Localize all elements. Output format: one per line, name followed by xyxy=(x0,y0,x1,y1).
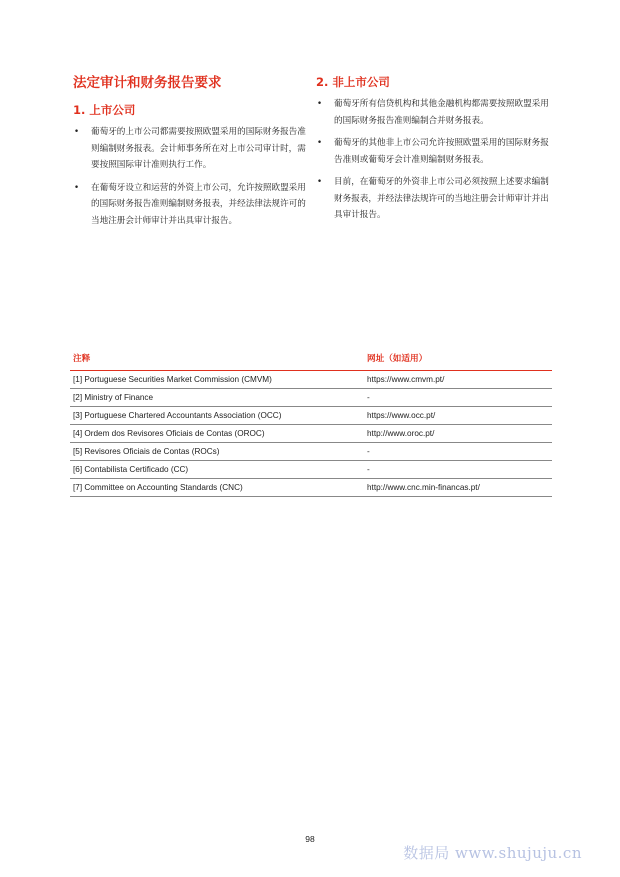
note-cell: [3] Portuguese Chartered Accountants Association (OCC) xyxy=(73,411,282,420)
url-link[interactable]: http://www.oroc.pt/ xyxy=(367,429,435,438)
url-link[interactable]: https://www.cmvm.pt/ xyxy=(367,375,445,384)
note-cell: [7] Committee on Accounting Standards (CNC) xyxy=(73,483,243,492)
list-item xyxy=(316,96,552,129)
bullet-text: 葡萄牙的其他非上市公司允许按照欧盟采用的国际财务报告准则或葡萄牙会计准则编制财务报表。 xyxy=(334,138,549,165)
left-column xyxy=(73,74,311,235)
bullet-text: 目前，在葡萄牙的外资非上市公司必须按照上述要求编制财务报表，并经法律法规许可的当地注册会计师审计并出具审计报告。 xyxy=(334,177,549,220)
table-row xyxy=(70,425,552,443)
bullet-icon: • xyxy=(317,99,323,109)
note-cell: [6] Contabilista Certificado (CC) xyxy=(73,465,189,474)
unlisted-bullet-list xyxy=(316,96,552,224)
notes-column-header: 注释 xyxy=(73,354,91,364)
note-cell: [1] Portuguese Securities Market Commission (CMVM) xyxy=(73,375,272,384)
listed-bullet-list xyxy=(73,124,311,229)
list-item xyxy=(73,180,311,230)
url-link[interactable]: https://www.occ.pt/ xyxy=(367,411,436,420)
bullet-text: 葡萄牙所有信贷机构和其他金融机构都需要按照欧盟采用的国际财务报告准则编制合并财务报表。 xyxy=(334,99,549,126)
listed-companies-heading: 1. 上市公司 xyxy=(73,103,136,117)
url-cell: - xyxy=(367,447,370,456)
notes-table xyxy=(70,352,552,497)
bullet-icon: • xyxy=(74,127,80,137)
bullet-text: 在葡萄牙设立和运营的外资上市公司，允许按照欧盟采用的国际财务报告准则编制财务报表，并经法律法规许可的当地注册会计师审计并出具审计报告。 xyxy=(91,182,306,226)
page-number: 98 xyxy=(305,834,315,844)
table-row xyxy=(70,443,552,461)
list-item xyxy=(316,135,552,168)
url-link[interactable]: http://www.cnc.min-financas.pt/ xyxy=(367,483,480,492)
table-row xyxy=(70,389,552,407)
table-row xyxy=(70,371,552,389)
bullet-text: 葡萄牙的上市公司都需要按照欧盟采用的国际财务报告准则编制财务报表。会计师事务所在对上市公司审计时，需要按照国际审计准则执行工作。 xyxy=(91,127,306,170)
url-cell: - xyxy=(367,393,370,402)
table-row xyxy=(70,479,552,497)
note-cell: [4] Ordem dos Revisores Oficiais de Contas (OROC) xyxy=(73,429,265,438)
note-cell: [2] Ministry of Finance xyxy=(73,393,154,402)
notes-table-header xyxy=(70,352,552,371)
bullet-icon: • xyxy=(317,177,323,187)
table-row xyxy=(70,407,552,425)
page-title: 法定审计和财务报告要求 xyxy=(73,75,222,91)
watermark: 数据局 www.shujuju.cn xyxy=(403,844,582,862)
note-cell: [5] Revisores Oficiais de Contas (ROCs) xyxy=(73,447,220,456)
unlisted-companies-heading: 2. 非上市公司 xyxy=(316,75,390,89)
table-row xyxy=(70,461,552,479)
url-column-header: 网址（如适用） xyxy=(367,354,428,364)
url-cell: - xyxy=(367,465,370,474)
list-item xyxy=(73,124,311,174)
list-item xyxy=(316,174,552,224)
right-column xyxy=(316,74,552,230)
bullet-icon: • xyxy=(317,138,323,148)
bullet-icon: • xyxy=(74,182,80,193)
